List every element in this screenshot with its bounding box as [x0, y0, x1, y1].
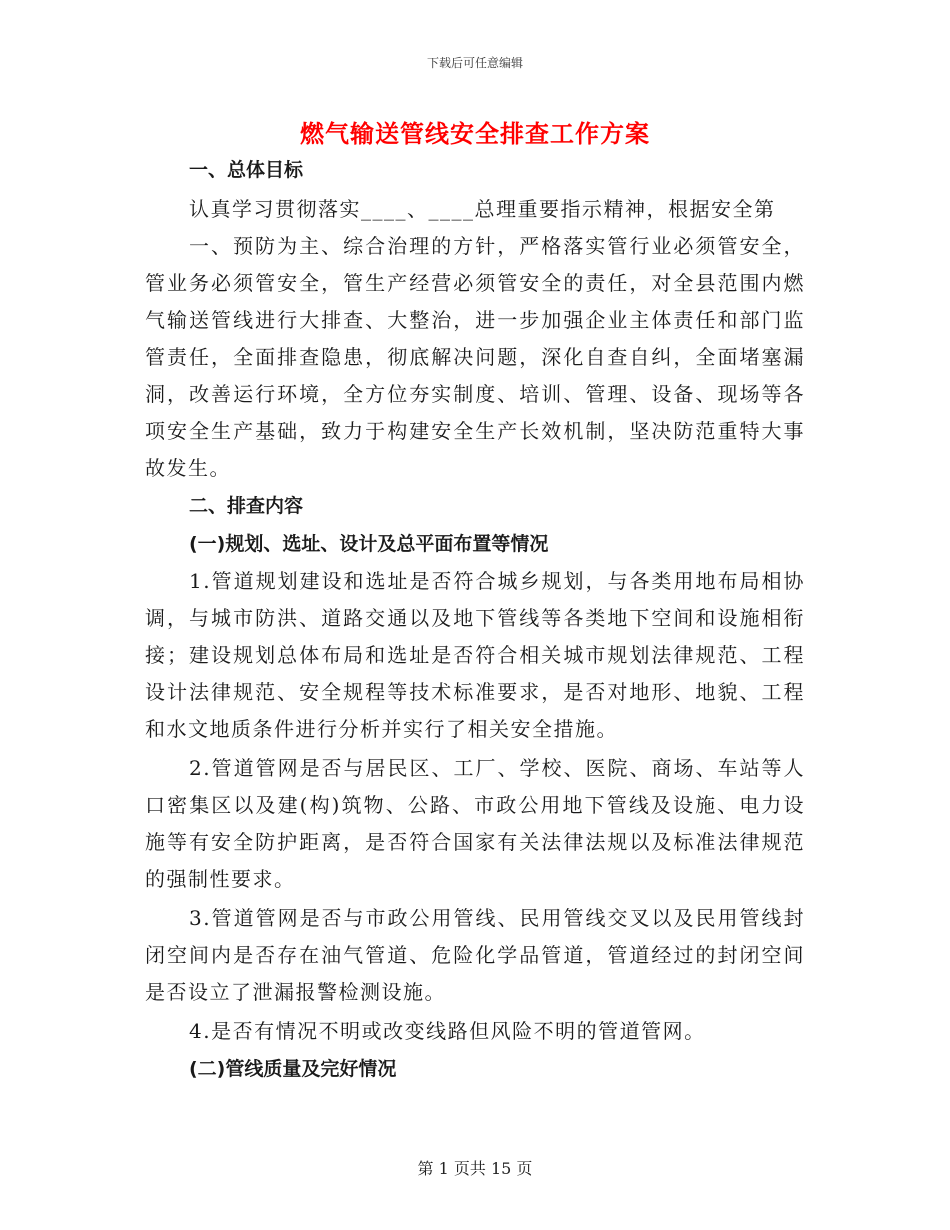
list-item-1: 1.管道规划建设和选址是否符合城乡规划，与各类用地布局相协调，与城市防洪、道路交通以及地下管线等各类地下空间和设施相衔接；建设规划总体布局和选址是否符合相关城市规划法律规范、工程设计法律规范、安全规程等技术标准要求，是否对地形、地貌、工程和水文地质条件进行分析并实行了相关安全措施。: [145, 569, 805, 741]
section-heading-overall-goal: 一、总体目标: [189, 159, 304, 181]
paragraph-goal-body: 一、预防为主、综合治理的方针，严格落实管行业必须管安全，管业务必须管安全，管生产经营必须管安全的责任，对全县范围内燃气输送管线进行大排查、大整治，进一步加强企业主体责任和部门监管责任，全面排查隐患，彻底解决问题，深化自查自纠，全面堵塞漏洞，改善运行环境，全方位夯实制度、培训、管理、设备、现场等各项安全生产基础，致力于构建安全生产长效机制，坚决防范重特大事故发生。: [145, 234, 805, 480]
page-number: 第 1 页共 15 页: [417, 1159, 533, 1178]
subsection-heading-pipeline-quality: (二)管线质量及完好情况: [189, 1058, 397, 1080]
header-note: 下载后可任意编辑: [426, 56, 523, 70]
list-item-4: 4.是否有情况不明或改变线路但风险不明的管道管网。: [189, 1019, 706, 1043]
list-item-2: 2.管道管网是否与居民区、工厂、学校、医院、商场、车站等人口密集区以及建(构)筑物、公路、市政公用地下管线及设施、电力设施等有安全防护距离，是否符合国家有关法律法规以及标准法律规范的强制性要求。: [145, 756, 805, 891]
subsection-heading-planning: (一)规划、选址、设计及总平面布置等情况: [189, 533, 549, 555]
list-item-3: 3.管道管网是否与市政公用管线、民用管线交叉以及民用管线封闭空间内是否存在油气管道、危险化学品管道，管道经过的封闭空间是否设立了泄漏报警检测设施。: [145, 906, 805, 1004]
document-body: [145, 153, 805, 1088]
section-heading-inspection-content: 二、排查内容: [189, 495, 304, 517]
paragraph-goal-line1: 认真学习贯彻落实____、____总理重要指示精神，根据安全第: [189, 197, 776, 221]
document-title: 燃气输送管线安全排查工作方案: [300, 120, 650, 148]
